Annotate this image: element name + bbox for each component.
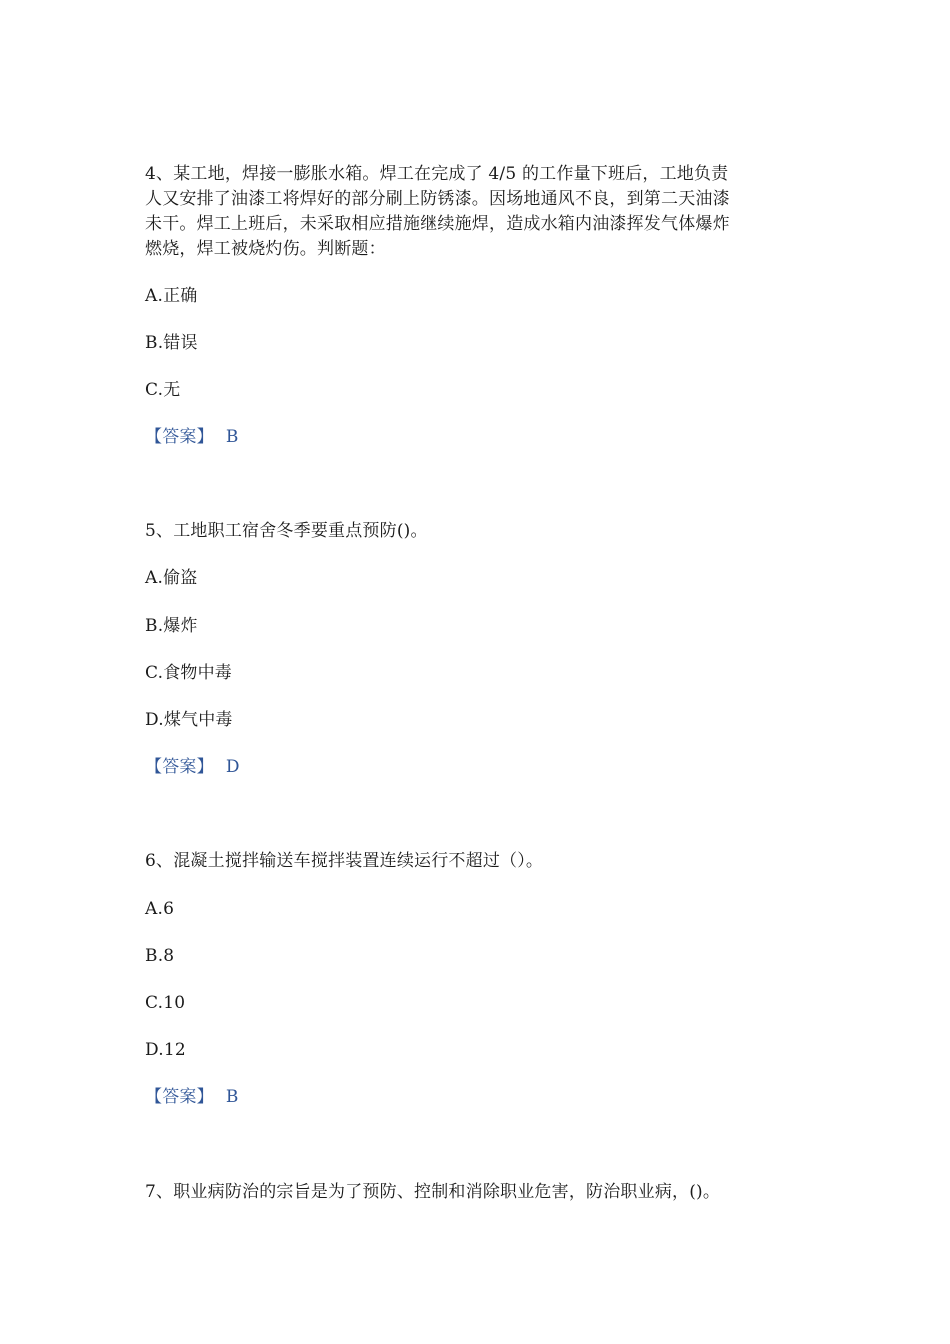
answer-tag: 【答案】 <box>145 1087 214 1107</box>
answer-value: B <box>225 1087 239 1107</box>
question-5-option-c: C.食物中毒 <box>145 663 233 683</box>
question-6-option-b: B.8 <box>145 946 175 966</box>
question-5-option-a: A.偷盗 <box>145 568 198 588</box>
question-4-stem-line-4: 燃烧，焊工被烧灼伤。判断题： <box>145 239 386 259</box>
answer-value: D <box>225 757 240 777</box>
answer-tag: 【答案】 <box>145 427 214 447</box>
question-6-option-c: C.10 <box>145 993 186 1013</box>
question-4-stem-line-2: 人又安排了油漆工将焊好的部分刷上防锈漆。因场地通风不良，到第二天油漆 <box>145 189 730 209</box>
question-6-option-d: D.12 <box>145 1040 186 1060</box>
answer-value: B <box>225 427 239 447</box>
question-5-answer <box>145 755 240 779</box>
question-4-option-a: A.正确 <box>145 286 198 306</box>
answer-tag: 【答案】 <box>145 757 214 777</box>
question-4-stem-line-3: 未干。焊工上班后，未采取相应措施继续施焊，造成水箱内油漆挥发气体爆炸 <box>145 214 730 234</box>
question-4-option-c: C.无 <box>145 380 181 400</box>
question-6-option-a: A.6 <box>145 899 175 919</box>
question-4-option-b: B.错误 <box>145 333 198 353</box>
question-5-option-d: D.煤气中毒 <box>145 710 233 730</box>
question-4-answer <box>145 425 239 449</box>
question-5-stem: 5、工地职工宿舍冬季要重点预防()。 <box>145 521 428 541</box>
question-7-stem: 7、职业病防治的宗旨是为了预防、控制和消除职业危害，防治职业病，()。 <box>145 1182 721 1202</box>
question-6-answer <box>145 1085 239 1109</box>
question-4-stem-line-1: 4、某工地，焊接一膨胀水箱。焊工在完成了 4/5 的工作量下班后，工地负责 <box>145 164 729 184</box>
question-6-stem: 6、混凝土搅拌输送车搅拌装置连续运行不超过（）。 <box>145 851 544 871</box>
question-5-option-b: B.爆炸 <box>145 616 198 636</box>
